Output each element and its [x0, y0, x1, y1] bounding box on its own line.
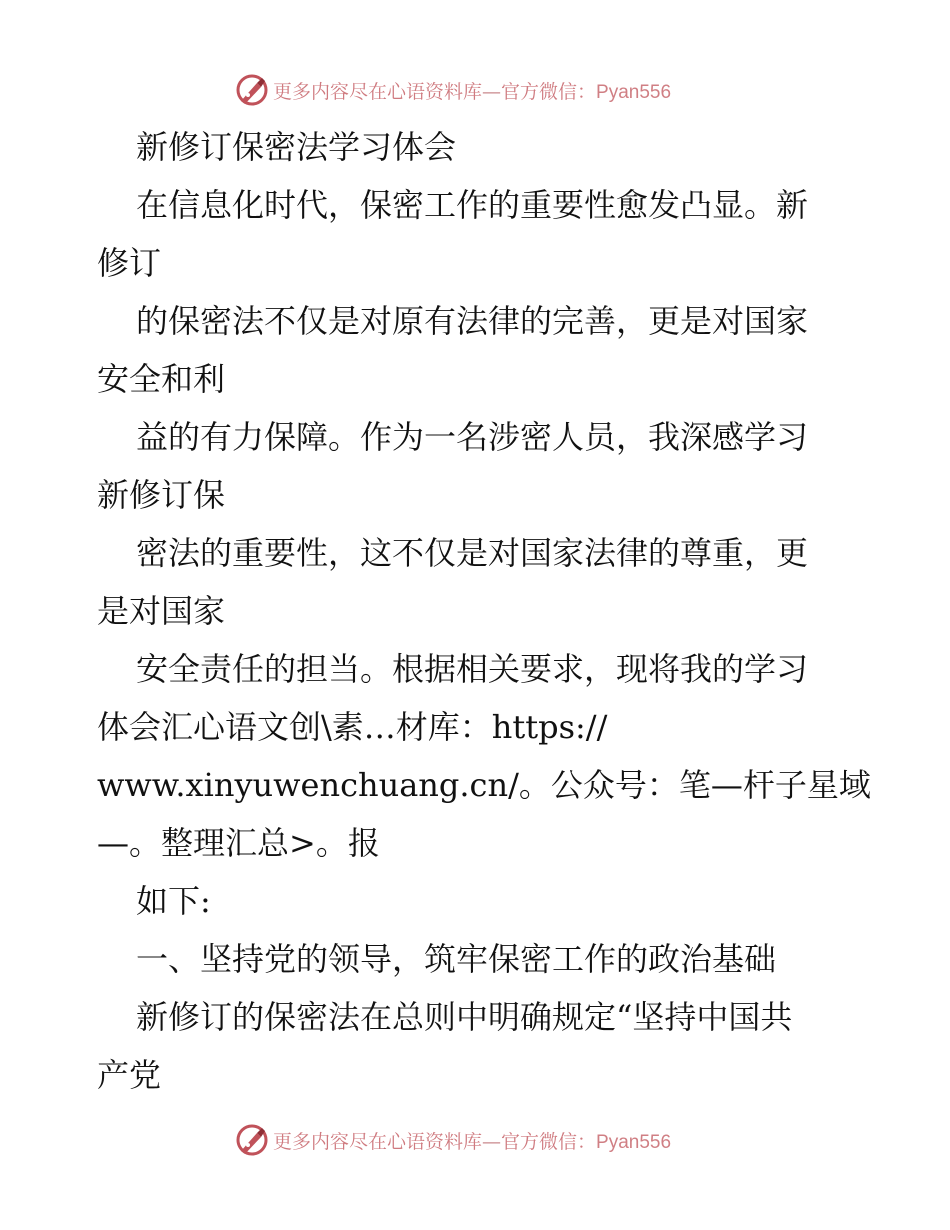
- pen-logo-icon: [235, 1123, 269, 1157]
- footer-wechat-id: Pyan556: [596, 1131, 672, 1153]
- paragraph-line: 安全和利: [97, 360, 226, 398]
- paragraph-line: 新修订的保密法在总则中明确规定“坚持中国共: [136, 998, 793, 1036]
- paragraph-line: —。整理汇总>。报: [97, 824, 380, 862]
- paragraph-line: 是对国家: [97, 592, 226, 630]
- paragraph-line: 的保密法不仅是对原有法律的完善，更是对国家: [136, 302, 809, 340]
- paragraph-line: 密法的重要性，这不仅是对国家法律的尊重，更: [136, 534, 809, 572]
- header-banner-separator: —: [482, 80, 502, 103]
- document-title: 新修订保密法学习体会: [136, 128, 457, 166]
- header-banner-title: 更多内容尽在心语资料库: [273, 80, 483, 103]
- footer-banner: [235, 1122, 715, 1158]
- paragraph-line: 益的有力保障。作为一名涉密人员，我深感学习: [136, 418, 809, 456]
- paragraph-line: 产党: [97, 1056, 162, 1094]
- paragraph-line: 修订: [97, 244, 162, 282]
- paragraph-line: www.xinyuwenchuang.cn/。公众号：笔—杆子星域: [97, 766, 871, 804]
- paragraph-line: 新修订保: [97, 476, 226, 514]
- footer-wechat-label: 官方微信：: [501, 1130, 597, 1153]
- section-heading: 一、坚持党的领导，筑牢保密工作的政治基础: [136, 940, 777, 978]
- header-banner: [235, 72, 715, 108]
- paragraph-line: 体会汇心语文创\素…材库：https://: [97, 708, 608, 746]
- header-wechat-id: Pyan556: [596, 81, 672, 103]
- header-wechat-label: 官方微信：: [501, 80, 597, 103]
- pen-logo-icon: [235, 73, 269, 107]
- header-banner-text: [273, 77, 671, 104]
- paragraph-line: 在信息化时代，保密工作的重要性愈发凸显。新: [136, 186, 809, 224]
- footer-banner-title: 更多内容尽在心语资料库: [273, 1130, 483, 1153]
- paragraph-line: 安全责任的担当。根据相关要求，现将我的学习: [136, 650, 809, 688]
- footer-banner-text: [273, 1127, 671, 1154]
- paragraph-line: 如下:: [136, 882, 211, 920]
- footer-banner-separator: —: [482, 1130, 502, 1153]
